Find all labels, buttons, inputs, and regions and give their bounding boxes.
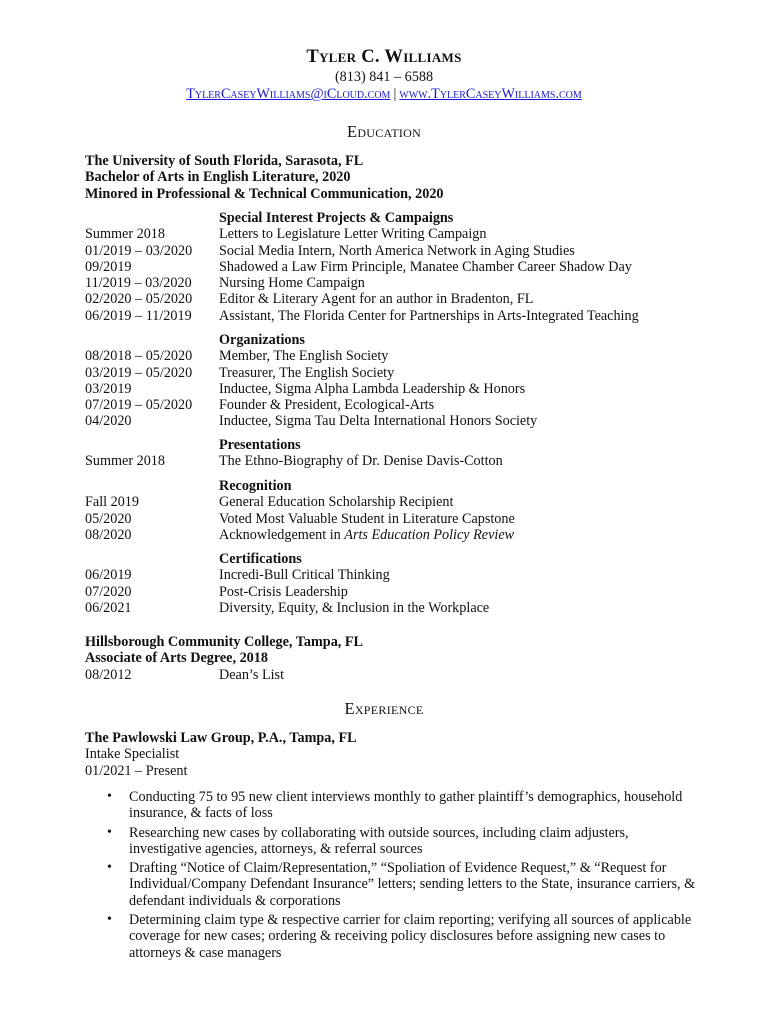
organization-description: Founder & President, Ecological-Arts [219,397,435,414]
link-separator: | [393,86,397,102]
project-description: Shadowed a Law Firm Principle, Manatee Chamber Career Shadow Day [219,258,632,275]
experience-heading: Experience [344,699,424,718]
job-company: The Pawlowski Law Group, P.A., Tampa, FL [85,730,357,746]
organization-date: 08/2018 – 05/2020 [85,348,193,365]
organization-row [85,381,705,397]
organization-row [85,365,705,381]
project-row [85,291,705,307]
job-bullet: • Researching new cases by collaborating with outside sources, including claim adjusters, investigative agencies, attorneys, & referral sources [107,825,697,858]
certification-description: Diversity, Equity, & Inclusion in the Workplace [219,599,490,616]
organization-description: Inductee, Sigma Tau Delta International Honors Society [219,413,538,430]
project-row [85,275,705,291]
projects-heading: Special Interest Projects & Campaigns [219,210,454,226]
recognition-publication-title: Arts Education Policy Review [344,526,515,543]
presentations-section [85,437,705,470]
hcc-block [85,634,705,683]
hcc-date: 08/2012 [85,666,132,683]
recognition-heading: Recognition [219,478,292,494]
organization-description: Inductee, Sigma Alpha Lambda Leadership & Honors [219,380,526,397]
presentations-heading: Presentations [219,437,301,453]
organization-row [85,348,705,364]
candidate-name: Tyler C. Williams [306,47,462,67]
organization-date: 03/2019 [85,380,132,397]
contact-links [0,86,768,103]
hcc-description: Dean’s List [219,666,285,683]
hcc-school: Hillsborough Community College, Tampa, FL [85,634,364,650]
hcc-degree: Associate of Arts Degree, 2018 [85,650,268,667]
recognition-description: General Education Scholarship Recipient [219,494,454,511]
project-row [85,259,705,275]
project-date: 11/2019 – 03/2020 [85,275,192,292]
recognition-section [85,478,705,543]
project-row [85,243,705,259]
presentation-row [85,453,705,469]
organization-row [85,397,705,413]
job-pawlowski [85,730,705,779]
project-date: Summer 2018 [85,226,165,243]
recognition-row [85,511,705,527]
recognition-date: 05/2020 [85,510,132,527]
certification-date: 06/2019 [85,567,132,584]
job-bullet: • Determining claim type & respective carrier for claim reporting; verifying all sources of applicable coverage for new cases; ordering & receiving policy disclosures before assigning new cases to attorneys & case managers [107,912,697,961]
certification-row [85,600,705,616]
certification-date: 06/2021 [85,599,132,616]
project-row [85,308,705,324]
project-date: 06/2019 – 11/2019 [85,307,192,324]
certification-date: 07/2020 [85,583,132,600]
recognition-date: Fall 2019 [85,494,139,511]
organizations-section [85,332,705,430]
project-row [85,226,705,242]
project-description: Social Media Intern, North America Network in Aging Studies [219,242,575,259]
project-description: Letters to Legislature Letter Writing Campaign [219,226,487,243]
projects-list [85,226,705,324]
hcc-row [85,667,705,683]
email-link[interactable]: TylerCaseyWilliams@iCloud.com [186,86,391,102]
certification-row [85,584,705,600]
organization-date: 04/2020 [85,413,132,430]
project-description: Nursing Home Campaign [219,275,365,292]
organization-date: 07/2019 – 05/2020 [85,397,193,414]
job-bullet-list [107,789,697,964]
project-description: Editor & Literary Agent for an author in Bradenton, FL [219,291,534,308]
certifications-list [85,567,705,616]
recognition-list [85,494,705,543]
phone-number: (813) 841 – 6588 [334,69,434,85]
usf-degree: Bachelor of Arts in English Literature, 2020 [85,169,351,186]
recognition-description: Acknowledgement in Arts Education Policy Review [219,526,515,543]
education-heading: Education [346,122,422,141]
project-description: Assistant, The Florida Center for Partnerships in Arts-Integrated Teaching [219,307,639,324]
usf-block [85,153,705,202]
certifications-heading: Certifications [219,551,302,567]
certification-description: Incredi-Bull Critical Thinking [219,567,390,584]
organization-row [85,413,705,429]
recognition-date: 08/2020 [85,526,132,543]
organizations-list [85,348,705,429]
organization-description: Member, The English Society [219,348,389,365]
organization-date: 03/2019 – 05/2020 [85,364,193,381]
job-dates: 01/2021 – Present [85,762,188,779]
hcc-list [85,667,705,683]
website-link[interactable]: www.TylerCaseyWilliams.com [399,86,582,102]
presentation-description: The Ethno-Biography of Dr. Denise Davis-Cotton [219,453,503,470]
projects-section [85,210,705,324]
presentation-date: Summer 2018 [85,453,165,470]
project-date: 02/2020 – 05/2020 [85,291,193,308]
job-bullet: • Conducting 75 to 95 new client interviews monthly to gather plaintiff’s demographics, household insurance, & facts of loss [107,789,697,822]
usf-school: The University of South Florida, Sarasota, FL [85,153,364,169]
organizations-heading: Organizations [219,332,305,348]
usf-minor: Minored in Professional & Technical Communication, 2020 [85,185,444,202]
presentations-list [85,453,705,469]
certification-row [85,567,705,583]
recognition-row [85,494,705,510]
resume-header [0,46,768,103]
project-date: 01/2019 – 03/2020 [85,242,193,259]
job-bullet: • Drafting “Notice of Claim/Representation,” “Spoliation of Evidence Request,” & “Request for Individual/Company Defendant Insurance” letters; sending letters to the State, insurance carriers, & defendant individuals & corporations [107,860,697,909]
project-date: 09/2019 [85,258,132,275]
certifications-section [85,551,705,616]
certification-description: Post-Crisis Leadership [219,583,348,600]
recognition-row [85,527,705,543]
job-role: Intake Specialist [85,746,180,763]
organization-description: Treasurer, The English Society [219,364,395,381]
recognition-description: Voted Most Valuable Student in Literature Capstone [219,510,515,527]
